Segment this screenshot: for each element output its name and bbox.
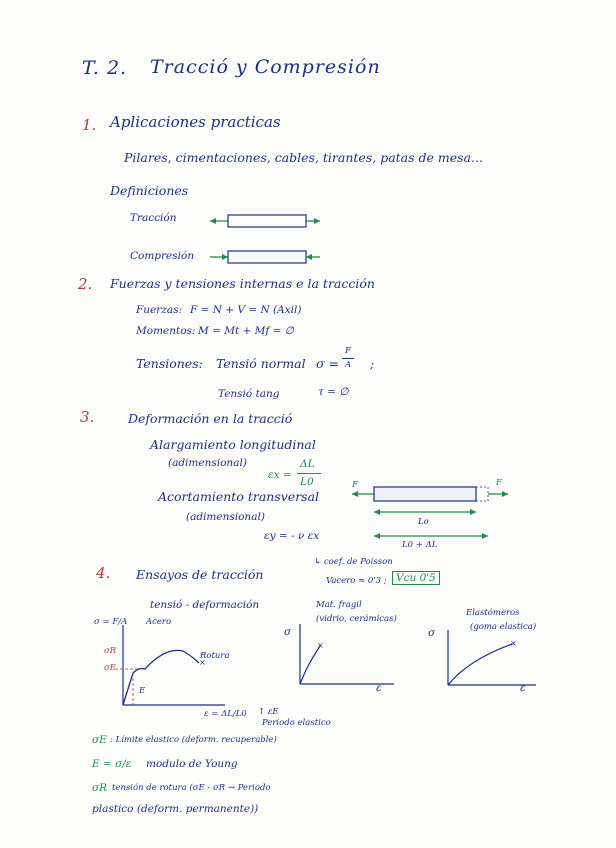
graph3-title: Elastómeros <box>466 608 520 618</box>
def-E-text: modulo de Young <box>146 758 238 770</box>
section-1-number: 1. <box>82 116 97 134</box>
fraction-F: F <box>345 346 351 356</box>
svg-text:×: × <box>510 639 517 648</box>
section-1-heading: Aplicaciones practicas <box>110 113 281 131</box>
section-2-number: 2. <box>78 275 93 293</box>
section-4-heading: Ensayos de tracción <box>136 567 264 582</box>
eps-fraction-line <box>297 473 321 474</box>
tensiones-label: Tensiones: <box>136 356 203 371</box>
def-sigma-E: σE <box>92 734 107 746</box>
momentos-equation: M = Mt + Mf = ∅ <box>198 325 294 337</box>
graph2-title: Mat. fragil <box>316 600 362 610</box>
svg-text:×: × <box>317 641 324 650</box>
tau-eq: τ = ∅ <box>318 386 349 398</box>
def-E: E = σ/ε <box>92 758 132 770</box>
compresion-diagram <box>210 246 320 268</box>
eps-E-label: ↑ εE <box>258 707 279 717</box>
definitions-label: Definiciones <box>110 183 189 198</box>
graph3-x-label: ε <box>520 682 526 694</box>
section-4-number: 4. <box>96 564 111 582</box>
L0-denominator: L0 <box>300 476 314 488</box>
force-right-label: F <box>496 478 502 488</box>
acortamiento-label: Acortamiento transversal <box>158 489 320 504</box>
fuerzas-label: Fuerzas: <box>136 304 182 316</box>
graph1-y-axis-label: σ = F/A <box>94 617 128 627</box>
graph3-y-label: σ <box>428 627 436 639</box>
graph2-chart <box>298 624 394 690</box>
fraction-A: A <box>345 360 352 370</box>
graph3-subtitle: (goma elastica) <box>470 622 537 632</box>
dL-numerator: ΔL <box>300 458 315 470</box>
sigma-R-mark: σR <box>104 646 117 656</box>
def-sigma-R-text-2: plastico (deform. permanente)) <box>92 803 259 815</box>
section-3-heading: Deformación en la tracció <box>128 411 293 426</box>
compresion-label: Compresión <box>130 250 195 262</box>
section-3-number: 3. <box>80 408 95 426</box>
graph3-chart <box>446 630 536 690</box>
fraction-line <box>342 358 354 359</box>
fuerzas-equation: F = N + V = N (Axil) <box>190 304 302 316</box>
rotura-label: Rotura <box>200 651 230 661</box>
eps-x-eq: εx = <box>268 469 292 481</box>
semicolon: ; <box>370 356 375 371</box>
acero-label: Acero <box>146 617 172 627</box>
force-left-label: F <box>352 480 358 490</box>
traccion-label: Tracción <box>130 212 177 224</box>
Lo-label: Lo <box>418 517 429 527</box>
tension-normal-label: Tensió normal <box>216 356 306 371</box>
poisson-note: ↳ coef. de Poisson <box>314 557 393 567</box>
title-number: T. 2. <box>82 57 128 79</box>
traccion-diagram <box>210 210 320 232</box>
adimensional-1: (adimensional) <box>168 457 247 469</box>
graph1-x-axis-label: ε = ΔL/L0 <box>204 709 247 719</box>
eps-y-eq: εy = - ν εx <box>264 530 320 542</box>
graph2-y-label: σ <box>284 626 292 638</box>
adimensional-2: (adimensional) <box>186 511 265 523</box>
page-title: Tracció y Compresión <box>150 56 381 78</box>
examples-text: Pilares, cimentaciones, cables, tirantes, patas de mesa... <box>124 150 483 165</box>
def-sigma-R-text: tensión de rotura (σE - σR → Periodo <box>112 783 271 793</box>
def-sigma-R: σR <box>92 782 108 794</box>
v-acero-eq: Vacero ≈ 0'3 ; <box>326 576 387 586</box>
graph1-chart <box>115 625 225 710</box>
E-mark: E <box>139 686 146 696</box>
svg-text:×: × <box>199 658 206 667</box>
v-boxed: Vcu 0'5 <box>392 571 440 585</box>
graph2-subtitle: (vidrio, cerámicas) <box>316 614 397 624</box>
graph2-x-label: ε <box>376 682 382 694</box>
Lo-dL-label: L0 + ΔL <box>402 540 438 550</box>
sigma-eq: σ = <box>316 356 339 371</box>
def-sigma-E-text: : Límite elastico (deform. recuperable) <box>110 735 277 745</box>
periodo-elastico-label: Periodo elastico <box>262 718 331 728</box>
momentos-label: Momentos: <box>136 325 196 337</box>
section-2-heading: Fuerzas y tensiones internas e la tracción <box>110 276 375 291</box>
graph1-title: tensió - deformación <box>150 599 260 611</box>
sigma-E-mark: σE <box>104 663 117 673</box>
tension-tang-label: Tensió tang <box>218 388 280 400</box>
alargamiento-label: Alargamiento longitudinal <box>150 437 316 452</box>
